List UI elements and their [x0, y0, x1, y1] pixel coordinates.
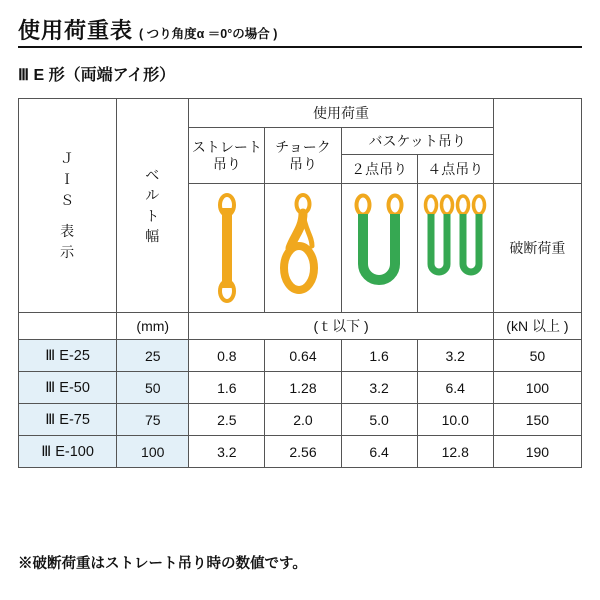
units-jis-blank — [19, 313, 117, 340]
cell-basket-2point: 5.0 — [341, 404, 417, 436]
cell-belt-width: 75 — [117, 404, 189, 436]
table-header-row-1 — [19, 99, 582, 128]
col-header-choke-line2: 吊り — [288, 155, 317, 172]
cell-belt-width: 100 — [117, 436, 189, 468]
basket-2point-sling-illustration — [347, 192, 411, 304]
illustration-basket4-cell — [417, 184, 493, 313]
title-divider — [18, 46, 582, 48]
col-header-working-load: 使用荷重 — [189, 99, 494, 128]
spec-table-wrap — [18, 98, 582, 468]
col-header-breaking-load: 破断荷重 — [493, 184, 581, 313]
straight-sling-illustration — [197, 192, 257, 304]
cell-choke: 1.28 — [265, 372, 341, 404]
col-header-belt-char-3: ト — [145, 207, 161, 224]
cell-belt-width: 50 — [117, 372, 189, 404]
footnote: ※破断荷重はストレート吊り時の数値です。 — [18, 556, 307, 572]
cell-jis-code: Ⅲ E-100 — [19, 436, 117, 468]
cell-basket-2point: 3.2 — [341, 372, 417, 404]
page-title-row — [18, 14, 277, 45]
col-header-straight-line2: 吊り — [212, 155, 241, 172]
col-header-basket-2point: ２点吊り — [341, 155, 417, 184]
col-header-jis — [19, 99, 117, 313]
table-row — [19, 436, 582, 468]
sling-type-heading: Ⅲ E 形（両端アイ形） — [18, 67, 176, 84]
illustration-choke-cell — [265, 184, 341, 313]
cell-jis-code: Ⅲ E-75 — [19, 404, 117, 436]
col-header-breaking-load-spacer — [493, 99, 581, 184]
cell-breaking-load: 150 — [493, 404, 581, 436]
cell-straight: 2.5 — [189, 404, 265, 436]
illustration-straight-cell — [189, 184, 265, 313]
cell-straight: 3.2 — [189, 436, 265, 468]
cell-choke: 0.64 — [265, 340, 341, 372]
col-header-belt-char-2: ル — [145, 187, 161, 204]
units-belt-width: (mm) — [117, 313, 189, 340]
col-header-belt-char-1: ベ — [145, 166, 161, 183]
col-header-choke-line1: チョーク — [275, 139, 331, 156]
units-breaking: (kN 以上 ) — [493, 313, 581, 340]
cell-jis-code: Ⅲ E-25 — [19, 340, 117, 372]
cell-jis-code: Ⅲ E-50 — [19, 372, 117, 404]
units-load: (ｔ以下 ) — [189, 313, 494, 340]
col-header-choke — [265, 128, 341, 184]
cell-basket-4point: 10.0 — [417, 404, 493, 436]
col-header-jis-char-4: 表 — [60, 223, 76, 239]
cell-basket-2point: 6.4 — [341, 436, 417, 468]
col-header-jis-char-1: Ｊ — [60, 150, 76, 166]
cell-basket-4point: 6.4 — [417, 372, 493, 404]
col-header-straight — [189, 128, 265, 184]
col-header-belt-width — [117, 99, 189, 313]
choke-sling-illustration — [272, 192, 334, 304]
cell-breaking-load: 190 — [493, 436, 581, 468]
table-row — [19, 372, 582, 404]
cell-straight: 1.6 — [189, 372, 265, 404]
cell-breaking-load: 50 — [493, 340, 581, 372]
table-row — [19, 340, 582, 372]
cell-basket-4point: 3.2 — [417, 340, 493, 372]
spec-table — [18, 98, 582, 468]
page-title: 使用荷重表 — [18, 18, 134, 43]
cell-basket-4point: 12.8 — [417, 436, 493, 468]
illustration-basket2-cell — [341, 184, 417, 313]
col-header-basket-4point: ４点吊り — [417, 155, 493, 184]
col-header-belt-char-4: 幅 — [145, 227, 161, 244]
cell-basket-2point: 1.6 — [341, 340, 417, 372]
cell-breaking-load: 100 — [493, 372, 581, 404]
col-header-jis-char-3: Ｓ — [60, 192, 76, 208]
table-row — [19, 404, 582, 436]
page-title-note: ( つり角度α ＝0°の場合 ) — [139, 27, 278, 41]
col-header-jis-char-2: Ｉ — [60, 171, 76, 187]
col-header-jis-char-5: 示 — [60, 244, 76, 260]
col-header-straight-line1: ストレート — [191, 139, 262, 156]
cell-choke: 2.0 — [265, 404, 341, 436]
table-units-row — [19, 313, 582, 340]
cell-belt-width: 25 — [117, 340, 189, 372]
cell-straight: 0.8 — [189, 340, 265, 372]
basket-4point-sling-illustration — [422, 192, 488, 304]
cell-choke: 2.56 — [265, 436, 341, 468]
col-header-basket: バスケット吊り — [341, 128, 493, 155]
